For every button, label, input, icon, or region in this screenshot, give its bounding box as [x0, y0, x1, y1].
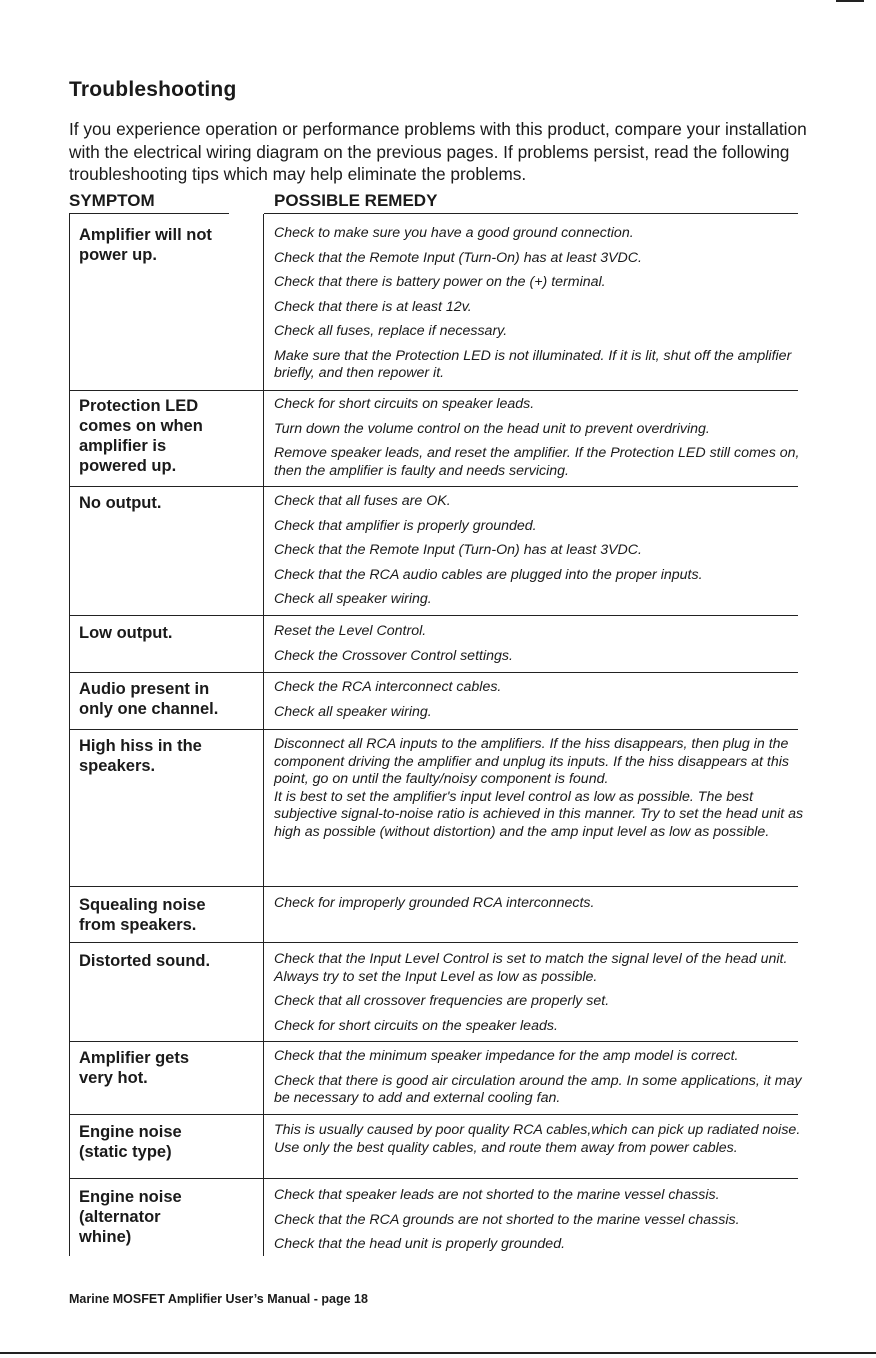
remedy-item: Check all speaker wiring.: [274, 591, 432, 607]
intro-paragraph: If you experience operation or performance problems with this product, compare your installation with the electrical wiring diagram on the previous pages. If problems persist, read the following troubleshooting tips which may help eliminate the problems.: [69, 119, 807, 184]
table-row: [69, 673, 809, 730]
remedy-item: Check that amplifier is properly grounded.: [274, 517, 537, 534]
symptom-label: Amplifier will not power up.: [79, 226, 212, 264]
remedy-list: [274, 1122, 809, 1157]
remedy-list: [274, 225, 809, 383]
remedy-item: Turn down the volume control on the head unit to prevent overdriving.: [274, 420, 710, 437]
symptom-label: Low output.: [79, 624, 173, 642]
table-row: [69, 616, 809, 673]
table-row: [69, 887, 809, 943]
symptom-label: Engine noise (alternator whine): [79, 1188, 182, 1246]
symptom-label: Squealing noise from speakers.: [79, 896, 206, 934]
remedy-item: Check for short circuits on speaker leads.: [274, 396, 535, 412]
remedy-item: Check to make sure you have a good ground connection.: [274, 225, 634, 241]
bottom-rule: [0, 1352, 876, 1354]
remedy-item: Check for short circuits on the speaker leads.: [274, 1017, 558, 1034]
symptom-label: Amplifier gets very hot.: [79, 1049, 190, 1087]
table-row: [69, 943, 809, 1042]
symptom-label: Audio present in only one channel.: [79, 680, 219, 718]
page-title: Troubleshooting: [69, 78, 237, 101]
table-row: [69, 391, 809, 487]
table-row: [69, 1042, 809, 1115]
remedy-item: Check that the head unit is properly grounded.: [274, 1236, 566, 1252]
table-row: [69, 730, 809, 887]
remedy-list: [274, 623, 809, 665]
remedy-list: [274, 736, 809, 841]
table-row: [69, 487, 809, 616]
remedy-item: This is usually caused by poor quality RCA cables,which can pick up radiated noise. Use only the best quality cables, and route them away from power cables.: [274, 1122, 801, 1156]
remedy-item: Check that the Input Level Control is set to match the signal level of the head unit. Always try to set the Input Level as low as possible.: [274, 951, 788, 985]
remedy-column-header: POSSIBLE REMEDY: [274, 191, 438, 210]
remedy-item: Check that there is at least 12v.: [274, 298, 472, 315]
remedy-item: Reset the Level Control.: [274, 623, 427, 639]
remedy-list: [274, 679, 809, 721]
remedy-list: [274, 396, 809, 480]
remedy-item: Check for improperly grounded RCA interconnects.: [274, 895, 595, 911]
remedy-item: Check that there is battery power on the (+) terminal.: [274, 274, 606, 290]
remedy-item: Make sure that the Protection LED is not illuminated. If it is lit, shut off the amplifier briefly, and then repower it.: [274, 347, 792, 381]
remedy-item: Check that there is good air circulation around the amp. In some applications, it may be necessary to add and external cooling fan.: [274, 1072, 802, 1106]
remedy-item: Check that speaker leads are not shorted to the marine vessel chassis.: [274, 1187, 720, 1203]
remedy-item: Disconnect all RCA inputs to the amplifiers. If the hiss disappears, then plug in the component driving the amplifier and unplug its inputs. If the hiss disappears at this point, go on until the faulty/noisy component is found.: [274, 736, 789, 787]
remedy-list: [274, 895, 809, 913]
symptom-label: High hiss in the speakers.: [79, 737, 202, 775]
remedy-item: Check the Crossover Control settings.: [274, 647, 513, 664]
remedy-item: Check that all crossover frequencies are properly set.: [274, 993, 610, 1009]
remedy-item: Check that the minimum speaker impedance for the amp model is correct.: [274, 1048, 739, 1064]
troubleshooting-table: [69, 214, 809, 1256]
remedy-item: Remove speaker leads, and reset the amplifier. If the Protection LED still comes on, then the amplifier is faulty and needs servicing.: [274, 445, 800, 479]
symptom-label: Distorted sound.: [79, 952, 211, 970]
remedy-item: Check that all fuses are OK.: [274, 493, 451, 509]
table-row: [69, 214, 809, 391]
remedy-item: Check that the RCA audio cables are plugged into the proper inputs.: [274, 566, 703, 583]
remedy-item: Check all speaker wiring.: [274, 703, 432, 720]
symptom-label: Engine noise (static type): [79, 1123, 182, 1161]
symptom-label: Protection LED comes on when amplifier is powered up.: [79, 397, 203, 475]
remedy-item: Check all fuses, replace if necessary.: [274, 323, 508, 339]
remedy-item: Check that the Remote Input (Turn-On) has at least 3VDC.: [274, 249, 642, 266]
corner-mark: [836, 0, 864, 2]
remedy-item: Check the RCA interconnect cables.: [274, 679, 502, 695]
remedy-item: Check that the RCA grounds are not shorted to the marine vessel chassis.: [274, 1211, 740, 1228]
symptom-label: No output.: [79, 494, 162, 512]
page-footer: Marine MOSFET Amplifier User’s Manual - page 18: [69, 1292, 368, 1306]
symptom-column-header: SYMPTOM: [69, 191, 155, 210]
remedy-list: [274, 493, 809, 609]
remedy-list: [274, 1187, 809, 1254]
remedy-list: [274, 951, 809, 1035]
remedy-item: It is best to set the amplifier's input level control as low as possible. The best subjective signal-to-noise ratio is achieved in this manner. Try to set the head unit as high as possible (without distortion) and the amp input level as low as possible.: [274, 788, 804, 840]
remedy-list: [274, 1048, 809, 1108]
table-row: [69, 1115, 809, 1179]
remedy-item: Check that the Remote Input (Turn-On) has at least 3VDC.: [274, 542, 642, 558]
table-row: [69, 1179, 809, 1256]
